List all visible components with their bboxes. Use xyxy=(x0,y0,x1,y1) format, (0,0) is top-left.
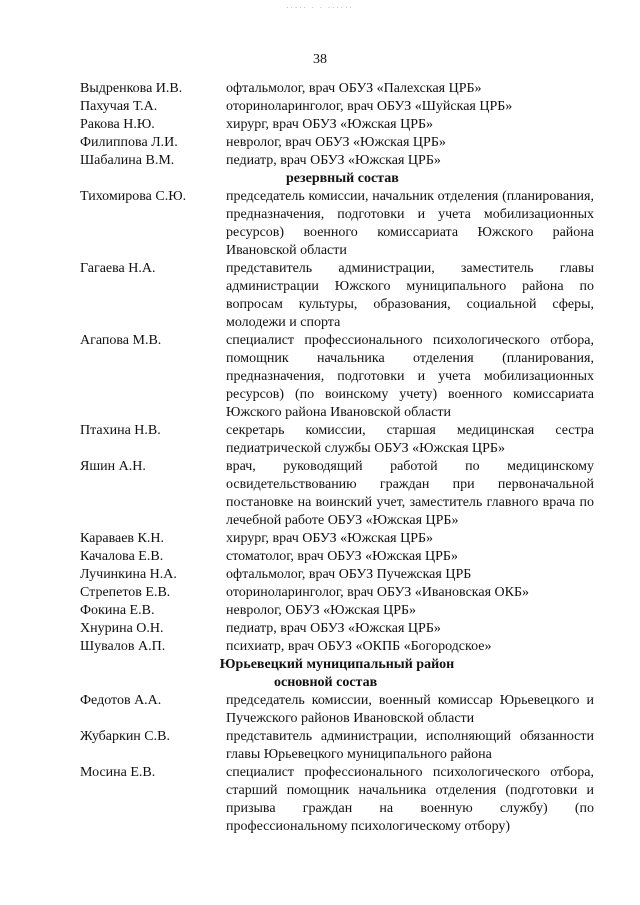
member-role: невролог, ОБУЗ «Южская ЦРБ» xyxy=(226,603,417,618)
member-role: специалист профессионального психологического отбора, старший помощник начальника отделения (подготовки и призыва граждан на военную службу) (по профессиональному психологическому отбору) xyxy=(226,765,594,834)
member-row xyxy=(80,602,594,620)
member-role: специалист профессионального психологического отбора, помощник начальника отделения (планирования, предназначения, подготовки и учета мобилизационных ресурсов) (по воинскому учету) военного комиссариата Южского района Ивановской области xyxy=(226,333,594,420)
member-role: офтальмолог, врач ОБУЗ Пучежская ЦРБ xyxy=(226,567,472,582)
member-row xyxy=(80,692,594,728)
member-role: председатель комиссии, начальник отделения (планирования, предназначения, подготовки и учета мобилизационных ресурсов) военного комиссариата Южского района Ивановской области xyxy=(226,189,594,258)
member-name: Птахина Н.В. xyxy=(80,423,161,438)
page-number: 38 xyxy=(313,52,327,67)
member-row xyxy=(80,80,594,98)
member-name: Жубаркин С.В. xyxy=(80,729,170,744)
member-row xyxy=(80,134,594,152)
member-role: врач, руководящий работой по медицинскому освидетельствованию граждан при первоначальной постановке на воинский учет, заместитель главного врача по лечебной работе ОБУЗ «Южская ЦРБ» xyxy=(226,459,594,528)
member-row xyxy=(80,458,594,530)
member-role: стоматолог, врач ОБУЗ «Южская ЦРБ» xyxy=(226,549,458,564)
member-name: Филиппова Л.И. xyxy=(80,135,178,150)
member-role: психиатр, врач ОБУЗ «ОКПБ «Богородское» xyxy=(226,639,492,654)
member-row xyxy=(80,548,594,566)
member-name: Стрепетов Е.В. xyxy=(80,585,171,600)
member-role: председатель комиссии, военный комиссар Юрьевецкого и Пучежского районов Ивановской области xyxy=(226,693,594,726)
member-name: Шабалина В.М. xyxy=(80,153,175,168)
member-name: Выдренкова И.В. xyxy=(80,81,183,96)
member-name: Шувалов А.П. xyxy=(80,639,166,654)
member-name: Мосина Е.В. xyxy=(80,765,156,780)
header-mark: ····· · · ······ xyxy=(286,4,354,12)
member-row xyxy=(80,188,594,260)
member-row xyxy=(80,638,594,656)
member-row xyxy=(80,152,594,170)
member-role: педиатр, врач ОБУЗ «Южская ЦРБ» xyxy=(226,153,441,168)
member-name: Караваев К.Н. xyxy=(80,531,164,546)
member-name: Фокина Е.В. xyxy=(80,603,155,618)
member-name: Федотов А.А. xyxy=(80,693,162,708)
member-name: Хнурина О.Н. xyxy=(80,621,164,636)
member-name: Качалова Е.В. xyxy=(80,549,164,564)
member-role: хирург, врач ОБУЗ «Южская ЦРБ» xyxy=(226,531,434,546)
member-role: секретарь комиссии, старшая медицинская сестра педиатрической службы ОБУЗ «Южская ЦРБ» xyxy=(226,423,594,456)
member-row xyxy=(80,584,594,602)
member-name: Гагаева Н.А. xyxy=(80,261,156,276)
member-row xyxy=(80,620,594,638)
member-row xyxy=(80,422,594,458)
section-heading: резервный состав xyxy=(286,171,399,186)
member-row xyxy=(80,116,594,134)
commission-list xyxy=(80,80,594,836)
member-row xyxy=(80,764,594,836)
member-role: оториноларинголог, врач ОБУЗ «Ивановская ОКБ» xyxy=(226,585,530,600)
member-name: Тихомирова С.Ю. xyxy=(80,189,187,204)
member-row xyxy=(80,530,594,548)
member-role: представитель администрации, заместитель главы администрации Южского муниципального района по вопросам культуры, образования, социальной сферы, молодежи и спорта xyxy=(226,261,594,330)
member-row xyxy=(80,566,594,584)
section-heading: основной состав xyxy=(274,675,378,690)
member-row xyxy=(80,332,594,422)
member-role: хирург, врач ОБУЗ «Южская ЦРБ» xyxy=(226,117,434,132)
member-row xyxy=(80,260,594,332)
member-role: представитель администрации, исполняющий обязанности главы Юрьевецкого муниципального района xyxy=(226,729,594,762)
member-role: педиатр, врач ОБУЗ «Южская ЦРБ» xyxy=(226,621,441,636)
member-role: офтальмолог, врач ОБУЗ «Палехская ЦРБ» xyxy=(226,81,482,96)
member-name: Яшин А.Н. xyxy=(80,459,146,474)
member-row xyxy=(80,728,594,764)
member-name: Агапова М.В. xyxy=(80,333,162,348)
member-name: Ракова Н.Ю. xyxy=(80,117,155,132)
member-role: невролог, врач ОБУЗ «Южская ЦРБ» xyxy=(226,135,446,150)
section-heading: Юрьевецкий муниципальный район xyxy=(219,657,455,672)
member-role: оториноларинголог, врач ОБУЗ «Шуйская ЦРБ» xyxy=(226,99,513,114)
member-name: Лучинкина Н.А. xyxy=(80,567,177,582)
member-name: Пахучая Т.А. xyxy=(80,99,158,114)
member-row xyxy=(80,98,594,116)
